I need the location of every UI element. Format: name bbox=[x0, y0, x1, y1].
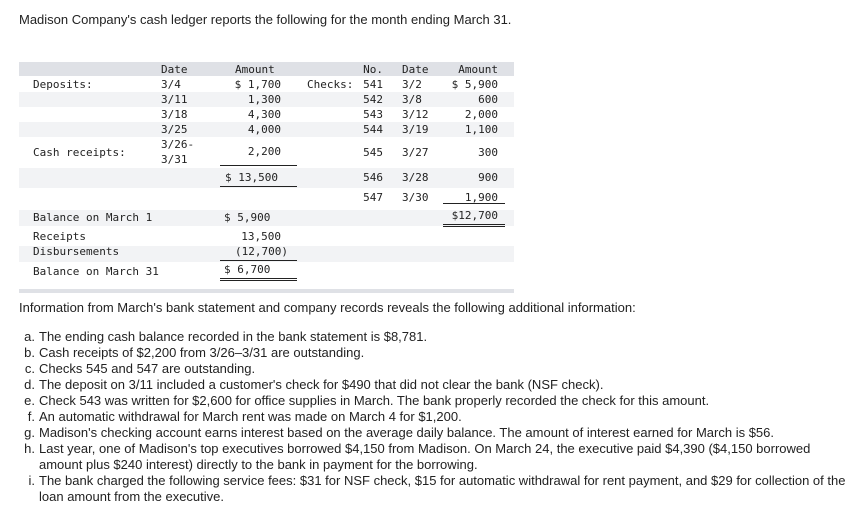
list-item bbox=[19, 329, 849, 345]
item-letter: c. bbox=[24, 361, 35, 376]
summary-rule bbox=[220, 260, 297, 261]
check-date: 3/12 bbox=[402, 108, 429, 121]
list-item bbox=[19, 473, 849, 505]
check-no: 541 bbox=[363, 78, 383, 91]
header-date: Date bbox=[161, 63, 188, 76]
checks-label: Checks: bbox=[307, 78, 354, 91]
item-letter: d. bbox=[24, 377, 35, 392]
additional-info-list bbox=[19, 329, 849, 505]
check-no: 547 bbox=[363, 191, 383, 204]
check-amount: 1,100 bbox=[464, 123, 498, 136]
item-text: Cash receipts of $2,200 from 3/26–3/31 are outstanding. bbox=[39, 345, 365, 360]
check-no: 543 bbox=[363, 108, 383, 121]
item-letter: e. bbox=[24, 393, 35, 408]
check-date: 3/30 bbox=[402, 191, 429, 204]
check-date: 3/28 bbox=[402, 171, 429, 184]
table-bottom-rule bbox=[19, 289, 514, 293]
deposit-amount: $ 1,700 bbox=[234, 78, 281, 91]
check-amount: 1,900 bbox=[464, 191, 498, 204]
item-letter: a. bbox=[24, 329, 35, 344]
deposit-date: 3/26- bbox=[161, 138, 195, 151]
cash-ledger-table bbox=[19, 62, 514, 293]
deposit-amount: 4,300 bbox=[247, 108, 281, 121]
header-date-checks: Date bbox=[402, 63, 429, 76]
check-no: 544 bbox=[363, 123, 383, 136]
list-item bbox=[19, 377, 849, 393]
deposits-total-rule bbox=[220, 165, 297, 166]
check-amount: 600 bbox=[478, 93, 498, 106]
deposit-date: 3/25 bbox=[161, 123, 188, 136]
list-item bbox=[19, 441, 849, 473]
deposits-total-underline bbox=[220, 186, 297, 187]
list-item bbox=[19, 393, 849, 409]
item-letter: f. bbox=[27, 409, 35, 424]
check-no: 546 bbox=[363, 171, 383, 184]
header-no: No. bbox=[363, 63, 383, 76]
item-text: An automatic withdrawal for March rent was made on March 4 for $1,200. bbox=[39, 409, 462, 424]
deposit-date: 3/18 bbox=[161, 108, 188, 121]
deposit-date: 3/11 bbox=[161, 93, 188, 106]
check-no: 542 bbox=[363, 93, 383, 106]
deposit-amount: 1,300 bbox=[247, 93, 281, 106]
deposits-label: Deposits: bbox=[33, 78, 93, 91]
deposits-total: $ 13,500 bbox=[225, 171, 278, 184]
deposit-amount: 2,200 bbox=[247, 145, 281, 158]
check-date: 3/8 bbox=[402, 93, 422, 106]
check-no: 545 bbox=[363, 146, 383, 159]
cash-receipts-label: Cash receipts: bbox=[33, 146, 126, 159]
check-date: 3/19 bbox=[402, 123, 429, 136]
check-date: 3/27 bbox=[402, 146, 429, 159]
list-item bbox=[19, 361, 849, 377]
item-text: The bank charged the following service fees: $31 for NSF check, $15 for automatic withdrawal for rent payment, and $29 for collection of the loan amount from the executive. bbox=[39, 473, 846, 504]
item-text: Check 543 was written for $2,600 for office supplies in March. The bank properly recorded the check for this amount. bbox=[39, 393, 710, 408]
summary-amount: $ 6,700 bbox=[224, 263, 271, 276]
checks-total: $12,700 bbox=[451, 209, 498, 222]
summary-label: Balance on March 31 bbox=[33, 265, 159, 278]
check-amount: 900 bbox=[478, 171, 498, 184]
summary-label: Balance on March 1 bbox=[33, 211, 153, 224]
item-letter: i. bbox=[28, 473, 35, 488]
item-letter: h. bbox=[24, 441, 35, 456]
summary-label: Receipts bbox=[33, 230, 86, 243]
summary-amount: $ 5,900 bbox=[224, 211, 271, 224]
list-item bbox=[19, 425, 849, 441]
check-amount: 300 bbox=[478, 146, 498, 159]
summary-amount: 13,500 bbox=[241, 230, 281, 243]
checks-total-double-underline bbox=[443, 224, 505, 227]
list-item bbox=[19, 345, 849, 361]
list-item bbox=[19, 409, 849, 425]
summary-amount: (12,700) bbox=[235, 245, 288, 258]
header-amount: Amount bbox=[235, 63, 275, 76]
summary-label: Disbursements bbox=[33, 245, 120, 258]
deposit-amount: 4,000 bbox=[247, 123, 281, 136]
deposit-date: 3/31 bbox=[161, 153, 188, 166]
item-text: Checks 545 and 547 are outstanding. bbox=[39, 361, 256, 376]
deposit-date: 3/4 bbox=[161, 78, 181, 91]
summary-double-underline bbox=[220, 278, 297, 281]
header-amount-checks: Amount bbox=[458, 63, 498, 76]
info-heading: Information from March's bank statement and company records reveals the following additional information: bbox=[19, 300, 636, 315]
check-amount: 2,000 bbox=[464, 108, 498, 121]
item-text: The ending cash balance recorded in the bank statement is $8,781. bbox=[39, 329, 428, 344]
item-text: Madison's checking account earns interest based on the average daily balance. The amount of interest earned for March is $56. bbox=[39, 425, 775, 440]
item-letter: g. bbox=[24, 425, 35, 440]
intro-text: Madison Company's cash ledger reports the following for the month ending March 31. bbox=[19, 12, 512, 27]
check-date: 3/2 bbox=[402, 78, 422, 91]
check-amount: $ 5,900 bbox=[451, 78, 498, 91]
item-text: Last year, one of Madison's top executives borrowed $4,150 from Madison. On March 24, the executive paid $4,390 ($4,150 borrowed amount plus $240 interest) directly to the bank in payment for the borrowing. bbox=[39, 441, 811, 472]
checks-total-rule bbox=[443, 203, 505, 204]
item-letter: b. bbox=[24, 345, 35, 360]
item-text: The deposit on 3/11 included a customer's check for $490 that did not clear the bank (NSF check). bbox=[39, 377, 604, 392]
